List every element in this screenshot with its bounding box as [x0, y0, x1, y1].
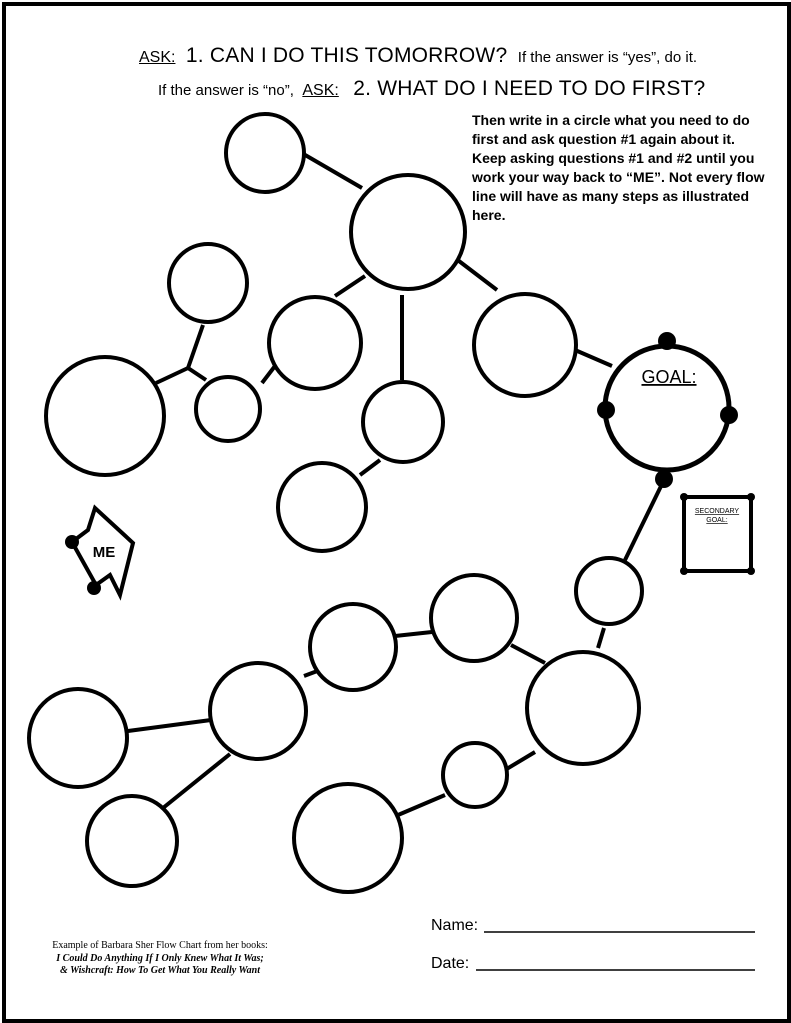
credit-block [30, 940, 290, 978]
step-circle [363, 382, 443, 462]
step-circle [269, 297, 361, 389]
step-circle [474, 294, 576, 396]
secondary-goal-label-line2: GOAL: [706, 517, 728, 524]
step-circle [196, 377, 260, 441]
connector-dot [655, 470, 673, 488]
header-line-1 [139, 44, 697, 68]
ask-label-2: ASK: [302, 82, 339, 99]
date-label: Date: [431, 955, 470, 972]
step-circle [226, 114, 304, 192]
goal-circle [605, 346, 729, 470]
flow-line [575, 350, 612, 366]
connector-dot [658, 332, 676, 350]
flow-line [505, 752, 535, 770]
instructions-text: Then write in a circle what you need to do first and ask question #1 again about it. Keep asking questions #1 and #2 until you work your way back to “ME”. Not every flow line will have as many steps as illustrated here. [472, 112, 765, 223]
step-circle [431, 575, 517, 661]
step-circle [310, 604, 396, 690]
secondary-goal-label-line1: SECONDARY [694, 508, 740, 515]
name-label: Name: [431, 917, 479, 934]
step-circle [46, 357, 164, 475]
connector-dot [680, 493, 688, 501]
connector-dot [747, 567, 755, 575]
step-circle [210, 663, 306, 759]
step-circle [294, 784, 402, 892]
credit-line-1: Example of Barbara Sher Flow Chart from her books: [52, 940, 268, 951]
step-circle [576, 558, 642, 624]
flow-line [455, 258, 497, 290]
flow-line [511, 645, 545, 663]
flow-line [598, 628, 604, 648]
step-circle [527, 652, 639, 764]
goal-label: GOAL: [641, 367, 697, 387]
flow-line [625, 480, 664, 560]
connector-dot [87, 581, 101, 595]
header-line-2 [158, 77, 705, 101]
step-circle [443, 743, 507, 807]
flow-line [262, 366, 275, 383]
flow-line [395, 632, 432, 636]
flow-line [188, 325, 203, 368]
flow-line [188, 368, 206, 380]
step-circle [351, 175, 465, 289]
flow-line [398, 795, 445, 815]
flow-line [128, 720, 211, 731]
flow-line [163, 754, 230, 808]
ask-label-1: ASK: [139, 49, 176, 66]
connector-dot [65, 535, 79, 549]
connector-dot [680, 567, 688, 575]
flow-line [300, 152, 362, 188]
step-circles [29, 114, 642, 892]
connector-dot [597, 401, 615, 419]
credit-line-3: & Wishcraft: How To Get What You Really Want [59, 965, 261, 976]
step-circle [278, 463, 366, 551]
step-circle [169, 244, 247, 322]
question-2: 2. WHAT DO I NEED TO DO FIRST? [353, 77, 706, 100]
question-1: 1. CAN I DO THIS TOMORROW? [185, 44, 508, 67]
connector-dot [747, 493, 755, 501]
question-2-lead: If the answer is “no”, [158, 82, 294, 99]
credit-line-2: I Could Do Anything If I Only Knew What It Was; [56, 952, 264, 964]
step-circle [87, 796, 177, 886]
me-label: ME [92, 544, 116, 561]
flow-line [335, 276, 365, 296]
step-circle [29, 689, 127, 787]
connector-dot [720, 406, 738, 424]
flow-line [360, 460, 380, 475]
question-1-tail: If the answer is “yes”, do it. [517, 49, 698, 66]
flow-line [156, 368, 188, 383]
